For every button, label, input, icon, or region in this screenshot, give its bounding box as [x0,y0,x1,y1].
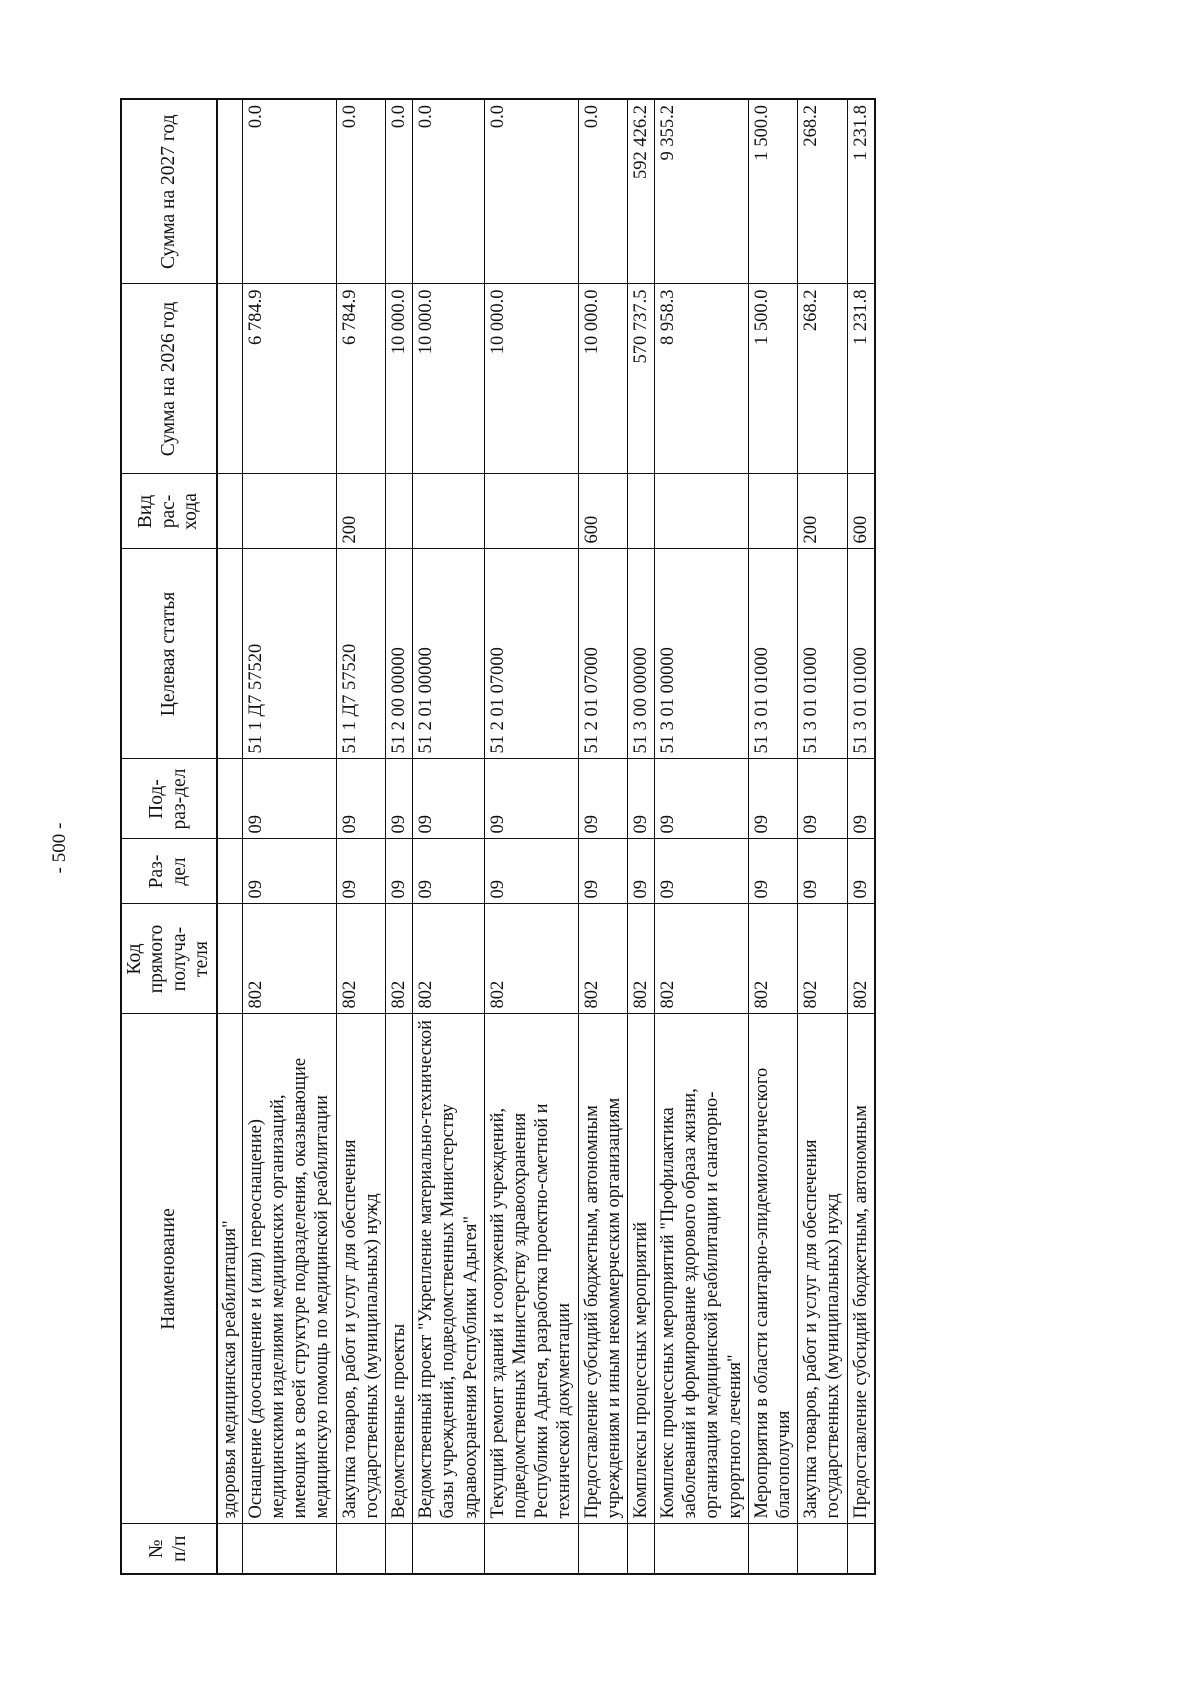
cell-subsection: 09 [336,759,385,839]
cell-num [242,1524,336,1574]
header-subsection: Под-раз-дел [121,759,217,839]
cell-section: 09 [798,839,847,904]
cell-name: Ведомственный проект "Укрепление материально-технической базы учреждений, подведомственных Министерству здравоохранения Республики Адыгея" [413,1014,485,1524]
cell-sum-2027: 0.0 [413,99,485,284]
cell-num [627,1524,654,1574]
cell-subsection [217,759,243,839]
cell-expense-type [655,474,749,549]
cell-section: 09 [484,839,578,904]
cell-num [748,1524,797,1574]
header-name: Наименование [121,1014,217,1524]
cell-target: 51 3 01 01000 [748,549,797,759]
rotated-table-container [120,100,1070,1575]
cell-subsection: 09 [413,759,485,839]
cell-sum-2027: 0.0 [336,99,385,284]
header-sum-2027: Сумма на 2027 год [121,99,217,284]
cell-sum-2026: 8 958.3 [655,284,749,474]
cell-expense-type [386,474,413,549]
cell-name: здоровья медицинская реабилитация" [217,1014,243,1524]
cell-sum-2027: 592 426.2 [627,99,654,284]
cell-target: 51 2 01 07000 [578,549,627,759]
cell-sum-2027: 1 231.8 [847,99,875,284]
cell-name: Предоставление субсидий бюджетным, автономным [847,1014,875,1524]
cell-sum-2026: 570 737.5 [627,284,654,474]
table-row [748,99,797,1574]
cell-name: Закупка товаров, работ и услуг для обеспечения государственных (муниципальных) нужд [336,1014,385,1524]
cell-sum-2027: 0.0 [242,99,336,284]
cell-target: 51 3 01 00000 [655,549,749,759]
table-row [336,99,385,1574]
cell-sum-2026 [217,284,243,474]
cell-sum-2027: 268.2 [798,99,847,284]
cell-name: Комплекс процессных мероприятий "Профилактика заболеваний и формирование здорового образа жизни, организация медицинской реабилитации и санаторно-курортного лечения" [655,1014,749,1524]
page-number: - 500 - [49,822,70,874]
cell-expense-type: 200 [798,474,847,549]
cell-expense-type: 200 [336,474,385,549]
cell-subsection: 09 [242,759,336,839]
cell-target [217,549,243,759]
header-num: № п/п [121,1524,217,1574]
cell-target: 51 3 01 01000 [847,549,875,759]
cell-sum-2026: 10 000.0 [484,284,578,474]
table-row [578,99,627,1574]
cell-sum-2026: 6 784.9 [242,284,336,474]
table-row [847,99,875,1574]
cell-num [655,1524,749,1574]
cell-sum-2027: 0.0 [578,99,627,284]
cell-name: Оснащение (дооснащение и (или) переоснащение) медицинскими изделиями медицинских организаций, имеющих в своей структуре подразделения, оказывающие медицинскую помощь по медицинской реабилитации [242,1014,336,1524]
cell-section: 09 [386,839,413,904]
cell-num [798,1524,847,1574]
cell-recipient: 802 [798,904,847,1014]
table-row [413,99,485,1574]
header-target: Целевая статья [121,549,217,759]
cell-recipient [217,904,243,1014]
cell-target: 51 1 Д7 57520 [242,549,336,759]
cell-num [578,1524,627,1574]
cell-recipient: 802 [748,904,797,1014]
cell-subsection: 09 [798,759,847,839]
cell-name: Комплексы процессных мероприятий [627,1014,654,1524]
table-row [798,99,847,1574]
cell-section: 09 [847,839,875,904]
cell-subsection: 09 [847,759,875,839]
cell-sum-2027: 0.0 [484,99,578,284]
cell-name: Текущий ремонт зданий и сооружений учреждений, подведомственных Министерству здравоохранения Республики Адыгея, разработка проектно-сметной и технической документации [484,1014,578,1524]
cell-num [336,1524,385,1574]
cell-expense-type: 600 [847,474,875,549]
cell-name: Закупка товаров, работ и услуг для обеспечения государственных (муниципальных) нужд [798,1014,847,1524]
cell-num [386,1524,413,1574]
cell-subsection: 09 [578,759,627,839]
cell-subsection: 09 [484,759,578,839]
cell-expense-type [748,474,797,549]
cell-sum-2026: 6 784.9 [336,284,385,474]
cell-sum-2027 [217,99,243,284]
cell-expense-type [217,474,243,549]
header-sum-2026: Сумма на 2026 год [121,284,217,474]
cell-target: 51 3 00 00000 [627,549,654,759]
cell-recipient: 802 [484,904,578,1014]
table-row [484,99,578,1574]
cell-expense-type: 600 [578,474,627,549]
cell-section: 09 [242,839,336,904]
cell-sum-2026: 1 500.0 [748,284,797,474]
cell-sum-2026: 10 000.0 [413,284,485,474]
table-row [217,99,243,1574]
cell-recipient: 802 [578,904,627,1014]
cell-expense-type [484,474,578,549]
cell-expense-type [242,474,336,549]
cell-sum-2026: 268.2 [798,284,847,474]
cell-num [413,1524,485,1574]
table-row [386,99,413,1574]
header-section: Раз-дел [121,839,217,904]
cell-subsection: 09 [627,759,654,839]
budget-table [120,98,876,1575]
cell-target: 51 2 01 00000 [413,549,485,759]
cell-num [484,1524,578,1574]
table-row [242,99,336,1574]
cell-recipient: 802 [413,904,485,1014]
cell-sum-2026: 1 231.8 [847,284,875,474]
header-expense-type: Вид рас-хода [121,474,217,549]
cell-target: 51 2 01 07000 [484,549,578,759]
cell-expense-type [413,474,485,549]
cell-name: Мероприятия в области санитарно-эпидемиологического благополучия [748,1014,797,1524]
cell-sum-2026: 10 000.0 [386,284,413,474]
cell-target: 51 1 Д7 57520 [336,549,385,759]
cell-section: 09 [748,839,797,904]
cell-recipient: 802 [847,904,875,1014]
table-row [627,99,654,1574]
cell-section: 09 [336,839,385,904]
cell-section [217,839,243,904]
cell-section: 09 [655,839,749,904]
cell-target: 51 2 00 00000 [386,549,413,759]
cell-num [847,1524,875,1574]
cell-section: 09 [578,839,627,904]
cell-recipient: 802 [655,904,749,1014]
cell-target: 51 3 01 01000 [798,549,847,759]
cell-recipient: 802 [386,904,413,1014]
cell-sum-2027: 9 355.2 [655,99,749,284]
table-header-row [121,99,217,1574]
cell-subsection: 09 [386,759,413,839]
cell-name: Предоставление субсидий бюджетным, автономным учреждениям и иным некоммерческим организациям [578,1014,627,1524]
cell-expense-type [627,474,654,549]
cell-section: 09 [413,839,485,904]
cell-name: Ведомственные проекты [386,1014,413,1524]
table-row [655,99,749,1574]
cell-sum-2026: 10 000.0 [578,284,627,474]
cell-subsection: 09 [655,759,749,839]
cell-recipient: 802 [336,904,385,1014]
header-recipient: Код прямого получа-теля [121,904,217,1014]
cell-recipient: 802 [627,904,654,1014]
cell-subsection: 09 [748,759,797,839]
cell-sum-2027: 0.0 [386,99,413,284]
table-body [217,99,875,1574]
cell-num [217,1524,243,1574]
cell-section: 09 [627,839,654,904]
cell-sum-2027: 1 500.0 [748,99,797,284]
cell-recipient: 802 [242,904,336,1014]
